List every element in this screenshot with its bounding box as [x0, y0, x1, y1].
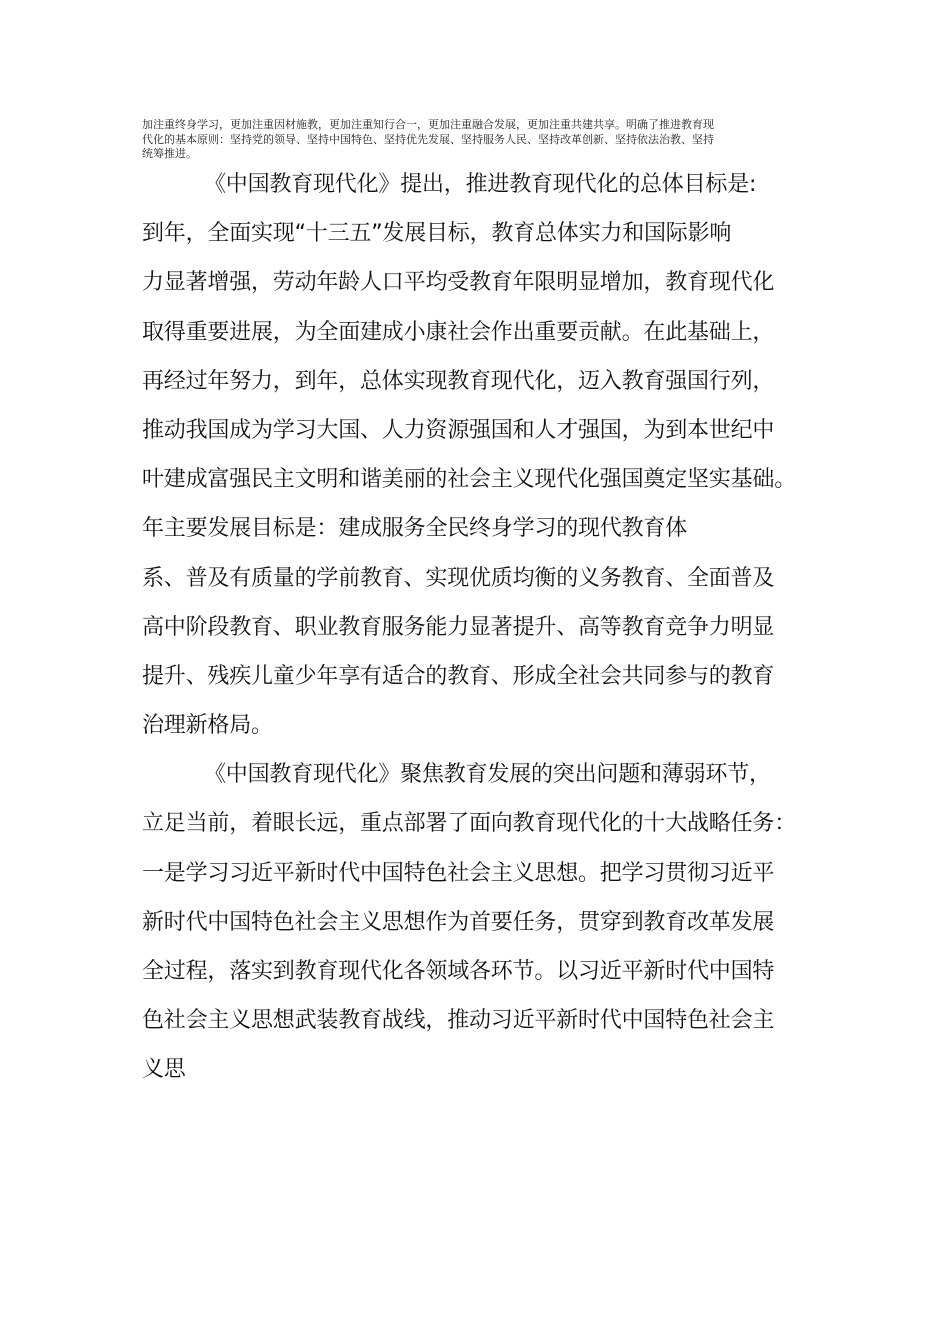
paragraph-line: 《中国教育现代化》聚焦教育发展的突出问题和薄弱环节， [204, 762, 771, 788]
paragraph-line: 提升、残疾儿童少年享有适合的教育、形成全社会共同参与的教育 [142, 663, 775, 689]
paragraph-line: 立足当前，着眼长远，重点部署了面向教育现代化的十大战略任务： [142, 811, 797, 837]
paragraph-line: 取得重要进展，为全面建成小康社会作出重要贡献。在此基础上， [142, 319, 775, 345]
paragraph-line: 推动我国成为学习大国、人力资源强国和人才强国，为到本世纪中 [142, 417, 775, 443]
paragraph-line: 力显著增强，劳动年龄人口平均受教育年限明显增加，教育现代化 [142, 270, 775, 296]
body-text [142, 160, 822, 1095]
paragraph-line: 新时代中国特色社会主义思想作为首要任务，贯穿到教育改革发展 [142, 909, 775, 935]
paragraph-line: 叶建成富强民主文明和谐美丽的社会主义现代化强国奠定坚实基础。 [142, 467, 797, 493]
paragraph-line: 《中国教育现代化》提出，推进教育现代化的总体目标是: [204, 172, 757, 197]
paragraph-line: 到年，全面实现“十三五”发展目标，教育总体实力和国际影响 [142, 221, 732, 247]
paragraph-line: 治理新格局。 [142, 713, 273, 739]
paragraph-line: 高中阶段教育、职业教育服务能力显著提升、高等教育竞争力明显 [142, 614, 775, 640]
paragraph-line: 系、普及有质量的学前教育、实现优质均衡的义务教育、全面普及 [142, 565, 775, 591]
paragraph-line: 年主要发展目标是：建成服务全民终身学习的现代教育体 [142, 516, 688, 542]
paragraph-line: 色社会主义思想武装教育战线，推动习近平新时代中国特色社会主 [142, 1008, 775, 1034]
paragraph-line: 再经过年努力，到年，总体实现教育现代化，迈入教育强国行列， [142, 368, 775, 394]
header-note-line: 代化的基本原则：坚持党的领导、坚持中国特色、坚持优先发展、坚持服务人民、坚持改革创新、坚持依法治教、坚持 [142, 132, 714, 146]
paragraph-line: 全过程，落实到教育现代化各领域各环节。以习近平新时代中国特 [142, 959, 775, 984]
header-note-line: 加注重终身学习，更加注重因材施教，更加注重知行合一，更加注重融合发展，更加注重共建共享。明确了推进教育现 [142, 118, 714, 131]
paragraph-line: 一是学习习近平新时代中国特色社会主义思想。把学习贯彻习近平 [142, 860, 775, 886]
header-note [142, 118, 812, 162]
paragraph-line: 义思 [142, 1057, 186, 1083]
header-note-line: 统筹推进。 [142, 147, 197, 160]
